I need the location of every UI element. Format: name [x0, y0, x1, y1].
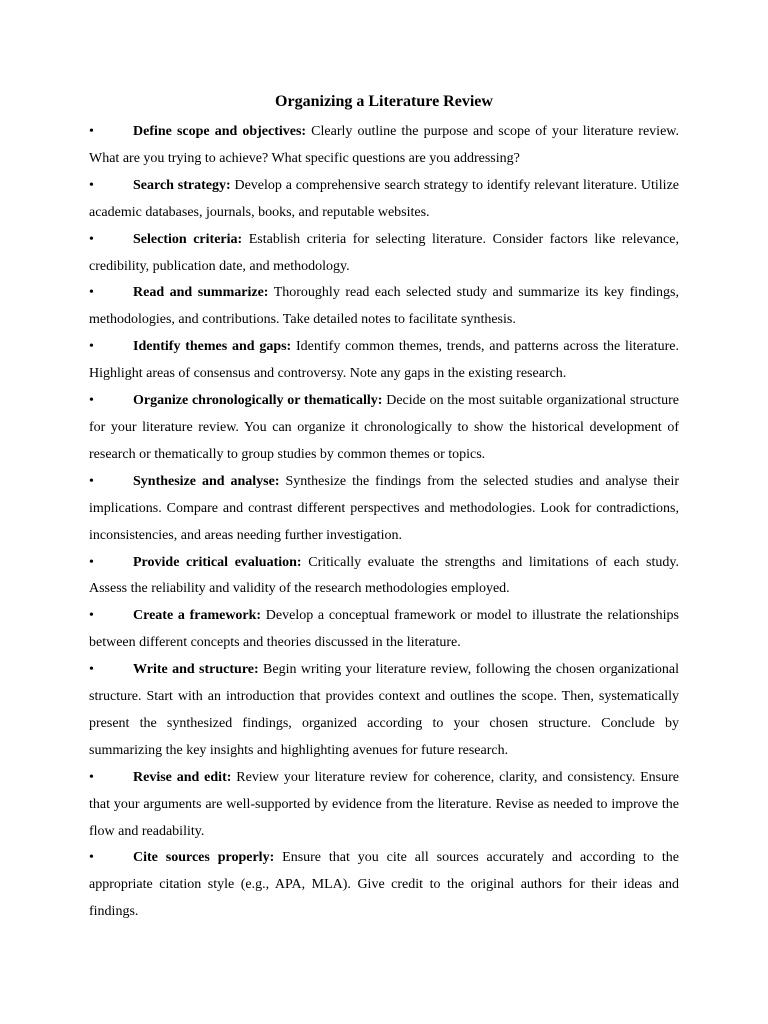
list-item — [89, 388, 679, 469]
item-text: Critically evaluate the strengths and limitations of each study. Assess the reliability and validity of the research methodologies employed. — [89, 554, 679, 597]
list-item — [89, 657, 679, 765]
list-item — [89, 119, 679, 173]
item-term: Provide critical evaluation: — [133, 554, 302, 570]
bullet-icon: • — [89, 393, 94, 409]
item-term: Cite sources properly: — [133, 850, 275, 866]
item-term: Selection criteria: — [133, 231, 243, 247]
list-item — [89, 603, 679, 657]
list-item — [89, 765, 679, 846]
list-item — [89, 173, 679, 227]
bullet-icon: • — [89, 608, 94, 624]
bullet-icon: • — [89, 124, 94, 139]
bullet-icon: • — [89, 554, 94, 570]
item-text: Develop a comprehensive search strategy to identify relevant literature. Utilize academic databases, journals, books, and reputable websites. — [89, 177, 679, 220]
list-item — [89, 227, 679, 281]
bullet-icon: • — [89, 769, 94, 785]
bullet-icon: • — [89, 231, 94, 247]
item-text: Synthesize the findings from the selected studies and analyse their implications. Compare and contrast different perspectives and methodologies. Look for contradictions, inconsistencies, and areas needing further investigation. — [89, 473, 679, 543]
bullet-icon: • — [89, 177, 94, 193]
item-text: Begin writing your literature review, following the chosen organizational structure. Start with an introduction that provides context and outlines the scope. Then, systematically present the synthesized findings, organized according to your chosen structure. Conclude by summarizing the key insights and highlighting avenues for future research. — [89, 662, 679, 758]
list-item — [89, 845, 679, 926]
bullet-icon: • — [89, 285, 94, 301]
item-term: Read and summarize: — [133, 285, 269, 301]
item-text: Identify common themes, trends, and patterns across the literature. Highlight areas of consensus and controversy. Note any gaps in the existing research. — [89, 339, 680, 382]
item-text: Decide on the most suitable organizational structure for your literature review. You can organize it chronologically to show the historical development of research or thematically to group studies by common themes or topics. — [89, 393, 680, 462]
item-text: Review your literature review for coherence, clarity, and consistency. Ensure that your arguments are well-supported by evidence from the literature. Revise as needed to improve the flow and readability. — [89, 769, 680, 839]
list-item — [89, 550, 679, 604]
list-item — [89, 280, 679, 334]
item-term: Organize chronologically or thematically: — [133, 393, 383, 409]
item-text: Ensure that you cite all sources accurately and according to the appropriate citation style (e.g., APA, MLA). Give credit to the original authors for their ideas and findings. — [89, 850, 680, 920]
item-term: Identify themes and gaps: — [133, 339, 292, 355]
page-title: Organizing a Literature Review — [275, 93, 493, 110]
bullet-icon: • — [89, 473, 94, 489]
item-term: Create a framework: — [133, 608, 262, 624]
item-term: Synthesize and analyse: — [133, 473, 280, 489]
bullet-icon: • — [89, 339, 94, 355]
document-page — [89, 91, 679, 926]
item-text: Clearly outline the purpose and scope of your literature review. What are you trying to achieve? What specific questions are you addressing? — [89, 124, 679, 166]
list-item — [89, 334, 679, 388]
item-term: Search strategy: — [133, 177, 231, 193]
item-text: Develop a conceptual framework or model to illustrate the relationships between different concepts and theories discussed in the literature. — [89, 608, 679, 651]
item-term: Write and structure: — [133, 662, 259, 678]
item-term: Define scope and objectives: — [133, 124, 307, 139]
bullet-icon: • — [89, 662, 94, 678]
item-term: Revise and edit: — [133, 769, 232, 785]
item-text: Thoroughly read each selected study and summarize its key findings, methodologies, and contributions. Take detailed notes to facilitate synthesis. — [89, 285, 679, 328]
bullet-icon: • — [89, 850, 94, 866]
item-text: Establish criteria for selecting literature. Consider factors like relevance, credibility, publication date, and methodology. — [89, 231, 679, 274]
guideline-list — [89, 119, 679, 926]
list-item — [89, 469, 679, 550]
